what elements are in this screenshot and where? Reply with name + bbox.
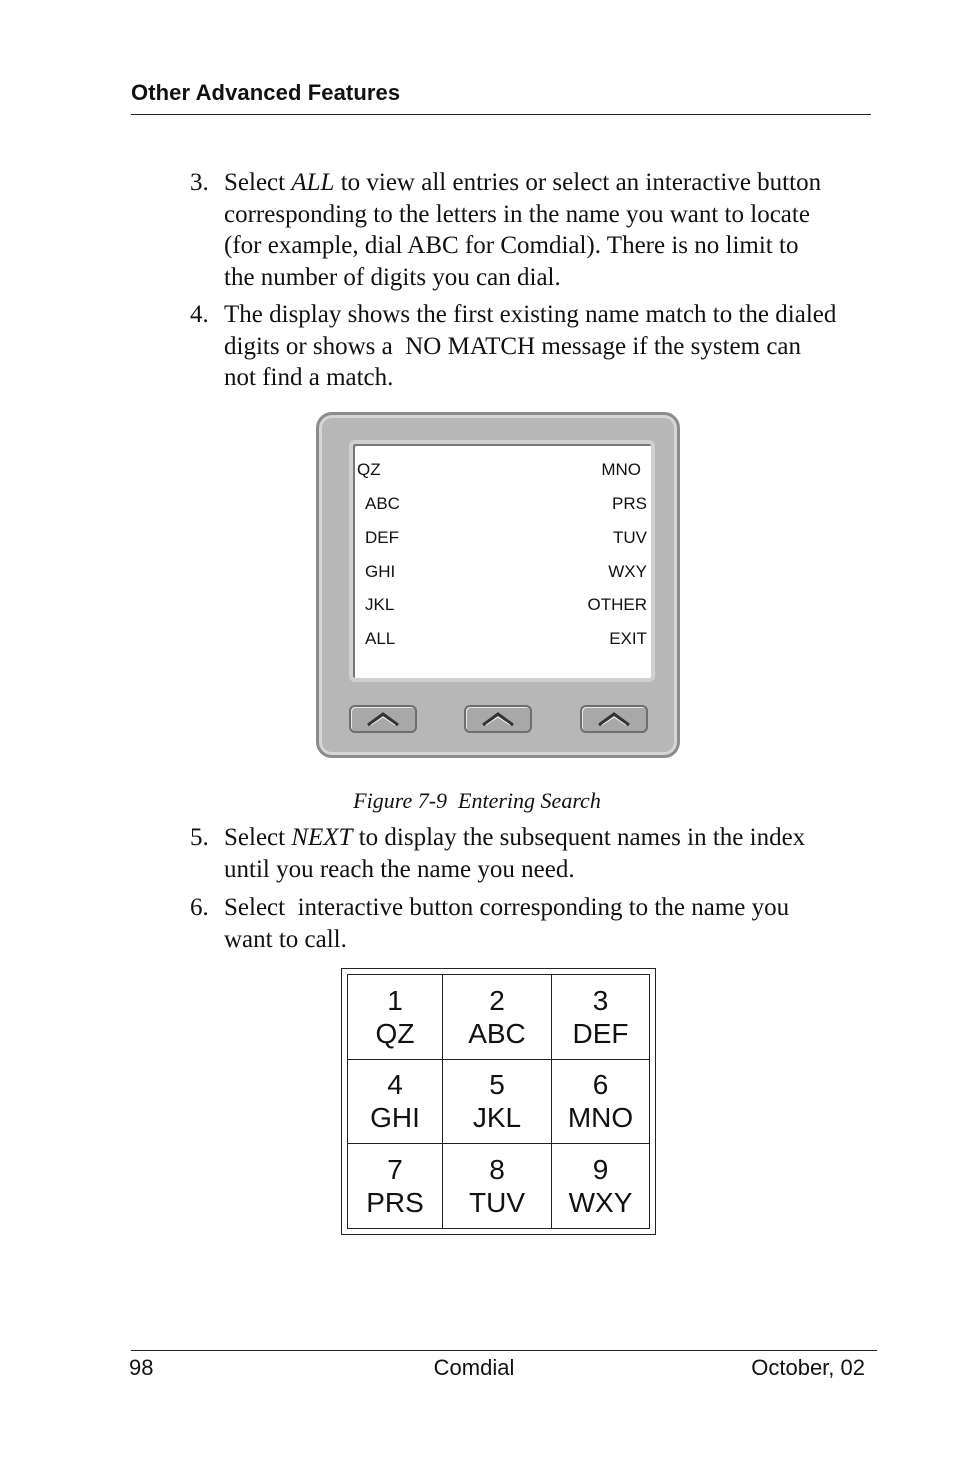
- phone-display-figure: [316, 412, 680, 758]
- step-line: [190, 822, 870, 854]
- dial-keypad-table: [341, 968, 656, 1235]
- chevron-up-icon: [478, 710, 518, 728]
- chevron-up-icon: [594, 710, 634, 728]
- step-line: Select interactive button corresponding to the name you: [224, 894, 790, 921]
- footer-publisher: Comdial: [433, 1355, 515, 1380]
- screen-left-label: QZ: [357, 460, 381, 479]
- screen-left-label: DEF: [365, 528, 399, 547]
- step-text: to display the subsequent names in the index: [352, 824, 806, 851]
- keypad-key-2: [443, 975, 552, 1060]
- keypad-key-7: [348, 1144, 443, 1229]
- chevron-up-icon: [363, 710, 403, 728]
- key-letters: PRS: [366, 1187, 424, 1219]
- key-letters: TUV: [469, 1187, 525, 1219]
- screen-right-label: WXY: [608, 562, 647, 581]
- screen-right-label: TUV: [613, 528, 647, 547]
- softkey-right[interactable]: [580, 705, 648, 733]
- footer-date: October, 02: [751, 1355, 865, 1380]
- screen-left-label: JKL: [365, 595, 395, 614]
- key-digit: 3: [592, 984, 609, 1016]
- keypad-key-1: [348, 975, 443, 1060]
- screen-left-label: GHI: [365, 562, 396, 581]
- screen-right-label: PRS: [612, 494, 647, 513]
- screen-left-label: ALL: [365, 629, 396, 648]
- keypad-key-9: [552, 1144, 650, 1229]
- footer-rule: [131, 1350, 877, 1351]
- step-line: the number of digits you can dial.: [224, 263, 561, 291]
- step-text: to view all entries or select an interactive button: [334, 169, 822, 196]
- lcd-screen: [349, 440, 655, 682]
- keypad-key-6: [552, 1059, 650, 1144]
- key-digit: 8: [489, 1154, 505, 1186]
- screen-left-label: ABC: [365, 494, 400, 513]
- key-digit: 9: [592, 1154, 609, 1186]
- keypad-grid: [347, 974, 650, 1229]
- keypad-key-5: [443, 1059, 552, 1144]
- key-letters: QZ: [375, 1017, 415, 1049]
- keypad-key-3: [552, 975, 650, 1060]
- page-number: 98: [129, 1355, 154, 1380]
- table-row: [348, 1144, 650, 1229]
- step-number: 3.: [190, 169, 209, 196]
- softkey-left[interactable]: [349, 705, 417, 733]
- key-letters: MNO: [567, 1102, 634, 1134]
- key-digit: 2: [489, 984, 505, 1016]
- step-line: [190, 167, 870, 199]
- key-letters: JKL: [472, 1102, 522, 1134]
- key-letters: WXY: [568, 1187, 633, 1219]
- step-line: until you reach the name you need.: [224, 855, 575, 883]
- step-number: 5.: [190, 824, 209, 851]
- keypad-key-8: [443, 1144, 552, 1229]
- screen-right-label: EXIT: [609, 629, 647, 648]
- key-digit: 7: [387, 1154, 403, 1186]
- step-keyword-all: ALL: [291, 169, 335, 196]
- step-keyword-next: NEXT: [291, 824, 353, 851]
- keypad-key-4: [348, 1059, 443, 1144]
- step-text: Select: [224, 169, 292, 196]
- step-text: Select: [224, 824, 292, 851]
- key-letters: ABC: [468, 1017, 526, 1049]
- table-row: [348, 1059, 650, 1144]
- running-header: Other Advanced Features: [131, 80, 401, 105]
- screen-right-label: OTHER: [587, 595, 647, 614]
- step-4: [190, 299, 870, 394]
- key-digit: 6: [592, 1069, 609, 1101]
- step-number: 4.: [190, 301, 209, 328]
- softkey-center[interactable]: [464, 705, 532, 733]
- key-digit: 4: [387, 1069, 403, 1101]
- step-number: 6.: [190, 894, 209, 921]
- screen-right-label: MNO: [601, 460, 641, 479]
- step-3: [190, 167, 870, 293]
- key-digit: 5: [489, 1069, 505, 1101]
- step-line: The display shows the first existing name match to the dialed: [224, 301, 837, 328]
- step-line: corresponding to the letters in the name you want to locate: [224, 200, 810, 228]
- step-5: [190, 822, 870, 885]
- table-row: [348, 975, 650, 1060]
- key-digit: 1: [387, 984, 403, 1016]
- key-letters: GHI: [370, 1102, 420, 1134]
- key-letters: DEF: [572, 1017, 629, 1049]
- step-line: want to call.: [224, 925, 347, 953]
- step-6: [190, 892, 870, 955]
- step-line: digits or shows a NO MATCH message if the system can: [224, 332, 802, 360]
- header-rule: [131, 114, 871, 115]
- step-line: not find a match.: [224, 364, 394, 391]
- figure-caption: Figure 7-9 Entering Search: [353, 788, 601, 813]
- step-line: (for example, dial ABC for Comdial). There is no limit to: [224, 232, 799, 259]
